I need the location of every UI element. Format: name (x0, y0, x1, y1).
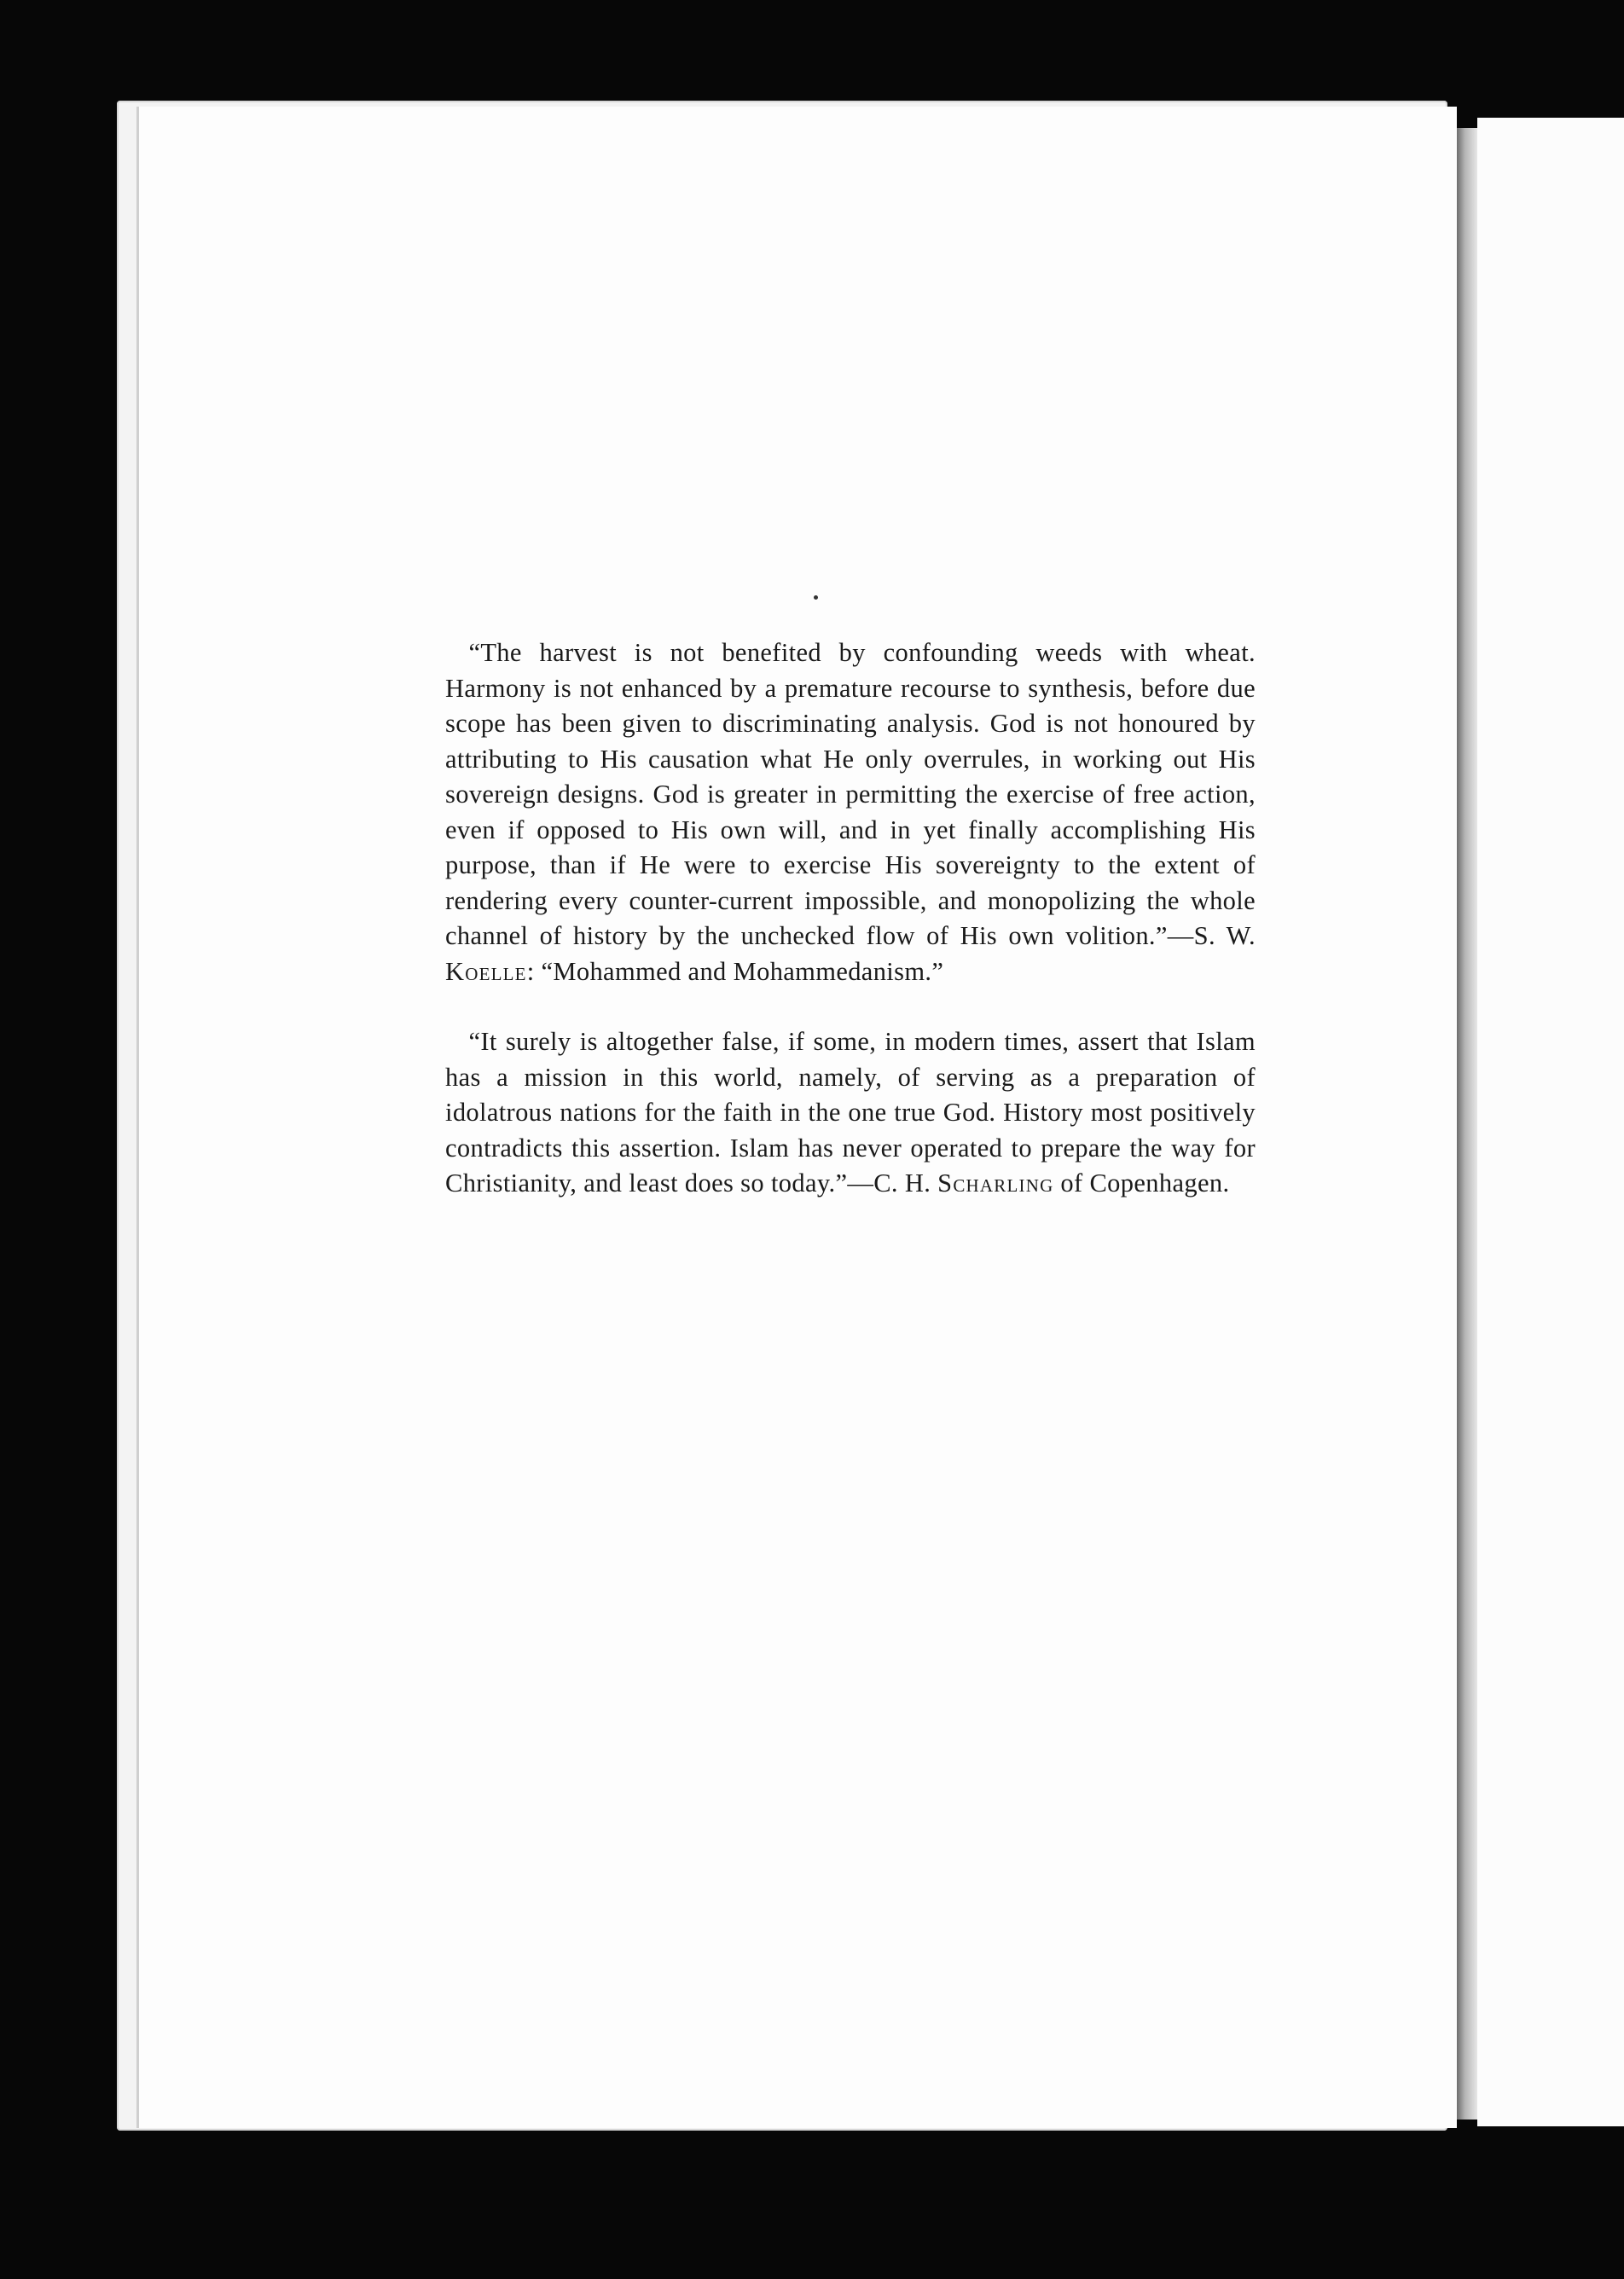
next-page-edge (1477, 118, 1624, 2126)
quote-koelle (445, 635, 1256, 989)
ink-speck (814, 595, 818, 600)
quote-koelle-author: Koelle (445, 956, 527, 986)
quote-scharling-source: of Copenhagen. (1053, 1168, 1230, 1197)
quote-koelle-source: : “Mohammed and Mohammedanism.” (526, 956, 944, 986)
epigraph-block (445, 635, 1256, 1202)
quote-scharling-text: “It surely is altogether false, if some, in modern times, assert that Islam has a mission in this world, namely, of serving as a preparation of idolatrous nations for the faith in the one true God. History most positively contradicts this assertion. Islam has never operated to prepare the way for Christianity, and least does so today.”—C. H. (445, 1027, 1256, 1197)
quote-scharling (445, 1024, 1256, 1202)
quote-koelle-text: “The harvest is not benefited by confounding weeds with wheat. Harmony is not enhanced by a premature recourse to synthesis, before due scope has been given to discriminating analysis. God is not honoured by attributing to His causation what He only overrules, in working out His sovereign designs. God is greater in permitting the exercise of free action, even if opposed to His own will, and in yet finally accomplishing His purpose, than if He were to exercise His sovereignty to the extent of rendering every counter-current impossible, and monopolizing the whole channel of history by the unchecked flow of His own volition.”—S. W. (445, 638, 1256, 950)
book-gutter (1457, 128, 1477, 2120)
quote-scharling-author: Scharling (937, 1168, 1054, 1197)
